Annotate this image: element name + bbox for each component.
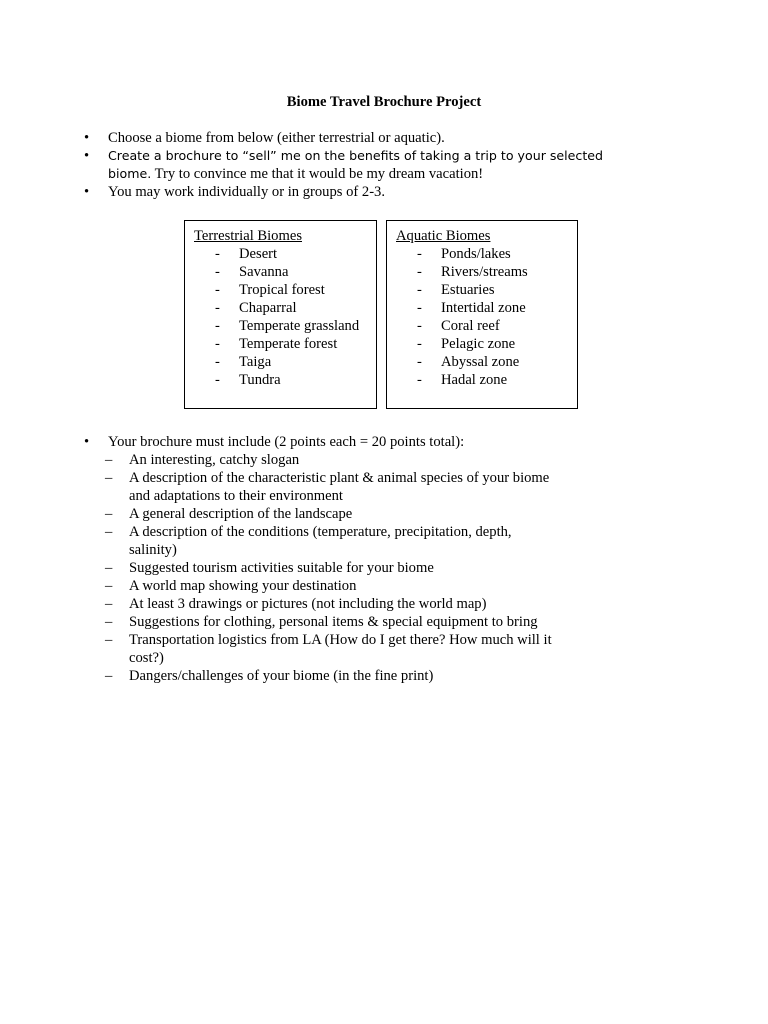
- long-dash-marker: –: [105, 596, 113, 612]
- requirement-item: [84, 667, 559, 685]
- requirement-item: [84, 577, 559, 595]
- terrestrial-item-label: Desert: [239, 246, 278, 262]
- requirement-item: [84, 595, 559, 613]
- requirement-text: Suggested tourism activities suitable for your biome: [129, 560, 434, 576]
- long-dash-marker: –: [105, 506, 113, 522]
- aquatic-biomes-box: [386, 220, 578, 409]
- bullet-text-rest: Try to convince me that it would be my dream vacation!: [151, 166, 484, 182]
- bullet-marker: •: [84, 184, 90, 200]
- requirement-text: At least 3 drawings or pictures (not including the world map): [129, 596, 487, 612]
- requirement-item: [84, 631, 559, 667]
- requirement-item: [84, 613, 559, 631]
- terrestrial-item-label: Temperate forest: [239, 336, 338, 352]
- dash-marker: -: [417, 336, 422, 352]
- terrestrial-item: [215, 353, 359, 371]
- dash-marker: -: [215, 372, 220, 388]
- requirement-item: [84, 469, 559, 505]
- requirement-text: A general description of the landscape: [129, 506, 353, 522]
- aquatic-item-label: Abyssal zone: [441, 354, 520, 370]
- aquatic-item: [417, 371, 528, 389]
- long-dash-marker: –: [105, 560, 113, 576]
- aquatic-heading: Aquatic Biomes: [396, 228, 491, 244]
- requirement-text: A description of the conditions (temperature, precipitation, depth, salinity): [129, 524, 512, 558]
- terrestrial-item: [215, 281, 359, 299]
- long-dash-marker: –: [105, 578, 113, 594]
- dash-marker: -: [417, 264, 422, 280]
- bullet-text: Choose a biome from below (either terrestrial or aquatic).: [108, 130, 445, 146]
- requirements-lead: Your brochure must include (2 points each = 20 points total):: [108, 434, 465, 450]
- requirement-text: Suggestions for clothing, personal items & special equipment to bring: [129, 614, 538, 630]
- terrestrial-list: [215, 245, 359, 389]
- long-dash-marker: –: [105, 470, 113, 486]
- terrestrial-heading: Terrestrial Biomes: [194, 228, 302, 244]
- requirement-item: [84, 451, 559, 469]
- aquatic-item: [417, 263, 528, 281]
- terrestrial-item: [215, 245, 359, 263]
- dash-marker: -: [417, 354, 422, 370]
- dash-marker: -: [417, 372, 422, 388]
- terrestrial-item-label: Savanna: [239, 264, 289, 280]
- requirement-item: [84, 505, 559, 523]
- page-title: Biome Travel Brochure Project: [286, 94, 482, 110]
- terrestrial-item: [215, 335, 359, 353]
- aquatic-item: [417, 335, 528, 353]
- dash-marker: -: [417, 318, 422, 334]
- aquatic-item-label: Ponds/lakes: [441, 246, 511, 262]
- terrestrial-item: [215, 299, 359, 317]
- terrestrial-item-label: Tropical forest: [239, 282, 325, 298]
- dash-marker: -: [417, 282, 422, 298]
- requirement-text: Transportation logistics from LA (How do I get there? How much will it cost?): [129, 632, 552, 666]
- aquatic-item-label: Coral reef: [441, 318, 500, 334]
- terrestrial-item-label: Tundra: [239, 372, 281, 388]
- intro-bullet-item: [84, 147, 644, 183]
- dash-marker: -: [215, 246, 220, 262]
- aquatic-item: [417, 299, 528, 317]
- bullet-text-casual: Create a brochure to “sell” me on the benefits of taking a trip to your selected biome.: [108, 148, 604, 181]
- dash-marker: -: [215, 282, 220, 298]
- long-dash-marker: –: [105, 524, 113, 540]
- long-dash-marker: –: [105, 668, 113, 684]
- dash-marker: -: [215, 354, 220, 370]
- requirement-items: [84, 451, 559, 685]
- aquatic-item-label: Rivers/streams: [441, 264, 528, 280]
- bullet-text: You may work individually or in groups of 2-3.: [108, 184, 386, 200]
- terrestrial-item: [215, 371, 359, 389]
- aquatic-item-label: Hadal zone: [441, 372, 508, 388]
- aquatic-item-label: Pelagic zone: [441, 336, 516, 352]
- aquatic-item: [417, 245, 528, 263]
- aquatic-item-label: Intertidal zone: [441, 300, 526, 316]
- long-dash-marker: –: [105, 614, 113, 630]
- long-dash-marker: –: [105, 632, 113, 648]
- intro-bullet-item: [84, 183, 644, 201]
- aquatic-item-label: Estuaries: [441, 282, 495, 298]
- terrestrial-biomes-box: [184, 220, 377, 409]
- dash-marker: -: [215, 300, 220, 316]
- requirement-text: A description of the characteristic plant & animal species of your biome and adaptations to their environment: [129, 470, 550, 504]
- dash-marker: -: [215, 264, 220, 280]
- bullet-marker: •: [84, 148, 90, 164]
- aquatic-item: [417, 317, 528, 335]
- terrestrial-item: [215, 263, 359, 281]
- dash-marker: -: [417, 300, 422, 316]
- requirement-item: [84, 523, 559, 559]
- requirement-text: A world map showing your destination: [129, 578, 357, 594]
- aquatic-item: [417, 353, 528, 371]
- terrestrial-item-label: Taiga: [239, 354, 272, 370]
- terrestrial-item-label: Chaparral: [239, 300, 297, 316]
- aquatic-item: [417, 281, 528, 299]
- requirement-text: An interesting, catchy slogan: [129, 452, 300, 468]
- intro-bullet-item: [84, 129, 644, 147]
- intro-bullet-list: [84, 129, 644, 201]
- terrestrial-item-label: Temperate grassland: [239, 318, 360, 334]
- dash-marker: -: [215, 336, 220, 352]
- bullet-marker: •: [84, 434, 90, 450]
- aquatic-list: [417, 245, 528, 389]
- requirements-list: [84, 433, 684, 451]
- dash-marker: -: [417, 246, 422, 262]
- long-dash-marker: –: [105, 452, 113, 468]
- requirement-item: [84, 559, 559, 577]
- bullet-marker: •: [84, 130, 90, 146]
- terrestrial-item: [215, 317, 359, 335]
- requirement-text: Dangers/challenges of your biome (in the fine print): [129, 668, 434, 684]
- dash-marker: -: [215, 318, 220, 334]
- requirements-bullet: [84, 433, 684, 451]
